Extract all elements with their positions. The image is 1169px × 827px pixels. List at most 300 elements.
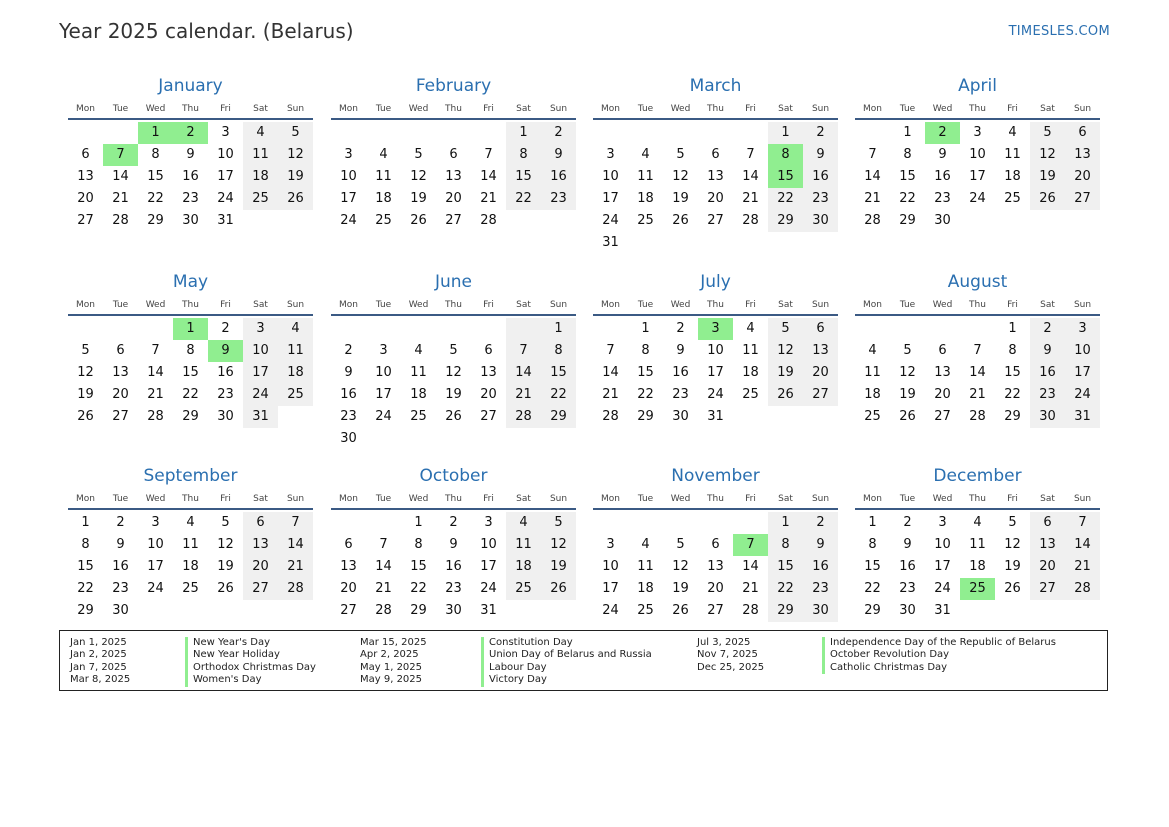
day-grid xyxy=(68,122,313,232)
day-cell: 25 xyxy=(506,578,541,600)
day-cell: 31 xyxy=(1065,406,1100,428)
day-cell: 25 xyxy=(243,188,278,210)
day-empty xyxy=(698,122,733,144)
day-cell: 29 xyxy=(77,603,94,618)
month-name: February xyxy=(415,76,492,96)
day-grid xyxy=(855,122,1100,232)
day-cell: 25 xyxy=(864,409,881,424)
legend-date: Mar 15, 2025 xyxy=(360,637,427,648)
weekday-label: Sun xyxy=(286,494,305,504)
weekday-label: Mon xyxy=(601,300,620,310)
day-cell: 17 xyxy=(243,362,278,384)
day-cell: 14 xyxy=(480,169,497,184)
day-cell: 1 xyxy=(506,122,541,144)
day-cell: 12 xyxy=(77,365,94,380)
page-title: Year 2025 calendar. (Belarus) xyxy=(59,19,354,43)
day-cell: 24 xyxy=(243,384,278,406)
day-cell: 28 xyxy=(969,409,986,424)
day-grid xyxy=(593,512,838,622)
day-cell: 2 xyxy=(903,515,912,530)
day-cell: 6 xyxy=(243,512,278,534)
day-cell: 27 xyxy=(1030,578,1065,600)
day-empty xyxy=(331,318,366,340)
day-cell: 18 xyxy=(182,559,199,574)
day-cell: 18 xyxy=(506,556,541,578)
weekday-label: Tue xyxy=(375,300,392,310)
day-cell: 14 xyxy=(864,169,881,184)
day-cell: 22 xyxy=(541,384,576,406)
day-cell: 3 xyxy=(379,343,388,358)
day-cell: 10 xyxy=(602,169,619,184)
day-cell: 8 xyxy=(868,537,877,552)
day-cell: 15 xyxy=(1004,365,1021,380)
weekday-header xyxy=(855,100,1100,120)
weekday-label: Thu xyxy=(445,104,462,114)
day-cell: 2 xyxy=(541,122,576,144)
day-cell: 29 xyxy=(637,409,654,424)
day-cell: 24 xyxy=(147,581,164,596)
day-empty xyxy=(436,318,471,340)
day-cell: 27 xyxy=(480,409,497,424)
month-april xyxy=(855,72,1100,232)
day-cell: 15 xyxy=(77,559,94,574)
weekday-label: Wed xyxy=(408,300,429,310)
day-cell: 16 xyxy=(803,556,838,578)
day-cell: 16 xyxy=(803,166,838,188)
weekday-header xyxy=(855,296,1100,316)
day-cell: 8 xyxy=(81,537,90,552)
day-empty xyxy=(698,512,733,534)
day-cell: 29 xyxy=(541,406,576,428)
day-cell: 18 xyxy=(969,559,986,574)
day-cell: 31 xyxy=(480,603,497,618)
day-cell: 6 xyxy=(1065,122,1100,144)
day-cell: 7 xyxy=(606,343,615,358)
day-cell: 27 xyxy=(77,213,94,228)
month-march xyxy=(593,72,838,254)
weekday-label: Sat xyxy=(778,300,793,310)
day-cell: 18 xyxy=(637,191,654,206)
day-cell: 13 xyxy=(934,365,951,380)
day-cell: 22 xyxy=(899,191,916,206)
day-cell: 15 xyxy=(410,559,427,574)
weekday-label: Sat xyxy=(1040,494,1055,504)
site-link[interactable]: TIMESLES.COM xyxy=(1008,24,1110,39)
day-cell: 4 xyxy=(1008,125,1017,140)
day-cell: 5 xyxy=(81,343,90,358)
day-empty xyxy=(366,122,401,144)
day-cell: 12 xyxy=(1030,144,1065,166)
weekday-label: Tue xyxy=(899,300,916,310)
day-empty xyxy=(925,318,960,340)
day-cell: 18 xyxy=(243,166,278,188)
day-cell: 1 xyxy=(768,122,803,144)
day-cell: 5 xyxy=(449,343,458,358)
month-august xyxy=(855,268,1100,428)
day-cell: 6 xyxy=(711,147,720,162)
day-cell: 30 xyxy=(340,431,357,446)
weekday-header xyxy=(331,296,576,316)
day-cell: 20 xyxy=(707,581,724,596)
weekday-label: Thu xyxy=(445,494,462,504)
day-cell: 9 xyxy=(186,147,195,162)
weekday-label: Wed xyxy=(670,300,691,310)
day-empty xyxy=(138,318,173,340)
day-cell: 11 xyxy=(243,144,278,166)
day-cell: 24 xyxy=(480,581,497,596)
day-cell: 20 xyxy=(707,191,724,206)
day-cell: 7 xyxy=(151,343,160,358)
weekday-label: Sat xyxy=(253,494,268,504)
day-cell: 21 xyxy=(864,191,881,206)
day-cell: 17 xyxy=(602,581,619,596)
day-cell: 9 xyxy=(903,537,912,552)
holiday-day-cell: 2 xyxy=(173,122,208,144)
day-cell: 30 xyxy=(182,213,199,228)
day-cell: 22 xyxy=(147,191,164,206)
weekday-label: Thu xyxy=(182,494,199,504)
month-name: July xyxy=(700,272,731,292)
day-cell: 30 xyxy=(445,603,462,618)
weekday-label: Mon xyxy=(76,300,95,310)
day-cell: 16 xyxy=(541,166,576,188)
day-cell: 5 xyxy=(768,318,803,340)
day-cell: 12 xyxy=(278,144,313,166)
day-cell: 27 xyxy=(934,409,951,424)
day-empty xyxy=(733,512,768,534)
day-cell: 16 xyxy=(672,365,689,380)
weekday-label: Wed xyxy=(670,494,691,504)
day-cell: 27 xyxy=(707,603,724,618)
weekday-label: Thu xyxy=(969,104,986,114)
day-cell: 1 xyxy=(81,515,90,530)
weekday-label: Thu xyxy=(182,300,199,310)
day-cell: 10 xyxy=(969,147,986,162)
day-empty xyxy=(506,318,541,340)
day-cell: 10 xyxy=(934,537,951,552)
day-cell: 17 xyxy=(969,169,986,184)
day-cell: 18 xyxy=(637,581,654,596)
day-cell: 7 xyxy=(868,147,877,162)
day-empty xyxy=(628,122,663,144)
legend-date: Jul 3, 2025 xyxy=(697,637,751,648)
day-cell: 15 xyxy=(768,556,803,578)
day-cell: 5 xyxy=(278,122,313,144)
day-empty xyxy=(663,122,698,144)
legend-names-column xyxy=(481,637,652,687)
day-cell: 13 xyxy=(77,169,94,184)
day-cell: 3 xyxy=(973,125,982,140)
weekday-label: Mon xyxy=(601,104,620,114)
day-empty xyxy=(68,122,103,144)
day-cell: 9 xyxy=(541,144,576,166)
day-cell: 5 xyxy=(414,147,423,162)
day-cell: 29 xyxy=(864,603,881,618)
day-cell: 29 xyxy=(410,603,427,618)
day-cell: 28 xyxy=(1065,578,1100,600)
day-cell: 17 xyxy=(934,559,951,574)
weekday-header xyxy=(593,100,838,120)
weekday-label: Fri xyxy=(483,104,494,114)
day-cell: 6 xyxy=(81,147,90,162)
day-cell: 16 xyxy=(182,169,199,184)
legend-date: Nov 7, 2025 xyxy=(697,649,758,661)
day-cell: 10 xyxy=(480,537,497,552)
day-cell: 21 xyxy=(375,581,392,596)
weekday-header xyxy=(68,296,313,316)
day-cell: 9 xyxy=(938,147,947,162)
day-cell: 11 xyxy=(375,169,392,184)
weekday-header xyxy=(331,100,576,120)
day-cell: 20 xyxy=(243,556,278,578)
holiday-day-cell: 2 xyxy=(925,122,960,144)
day-cell: 7 xyxy=(746,147,755,162)
legend-holiday-name: Labour Day xyxy=(481,662,652,674)
legend-holiday-name: Constitution Day xyxy=(481,637,652,649)
legend-names-column xyxy=(185,637,316,687)
day-cell: 23 xyxy=(934,191,951,206)
day-cell: 17 xyxy=(375,387,392,402)
day-cell: 25 xyxy=(1004,191,1021,206)
day-cell: 8 xyxy=(151,147,160,162)
day-empty xyxy=(68,318,103,340)
day-cell: 27 xyxy=(243,578,278,600)
day-cell: 20 xyxy=(340,581,357,596)
day-cell: 26 xyxy=(1030,188,1065,210)
day-cell: 16 xyxy=(1030,362,1065,384)
day-cell: 14 xyxy=(742,559,759,574)
day-cell: 15 xyxy=(864,559,881,574)
weekday-label: Mon xyxy=(339,300,358,310)
day-cell: 8 xyxy=(506,144,541,166)
weekday-label: Tue xyxy=(112,300,129,310)
day-cell: 28 xyxy=(602,409,619,424)
day-empty xyxy=(103,122,138,144)
day-cell: 5 xyxy=(676,147,685,162)
weekday-label: Sat xyxy=(253,104,268,114)
legend-date: Jan 7, 2025 xyxy=(70,661,127,673)
day-cell: 21 xyxy=(147,387,164,402)
weekday-label: Fri xyxy=(745,494,756,504)
weekday-label: Sat xyxy=(1040,104,1055,114)
legend-names-column xyxy=(822,637,1056,674)
day-cell: 11 xyxy=(969,537,986,552)
day-cell: 28 xyxy=(278,578,313,600)
holiday-day-cell: 9 xyxy=(208,340,243,362)
day-cell: 14 xyxy=(375,559,392,574)
day-cell: 12 xyxy=(410,169,427,184)
legend-date: Jan 2, 2025 xyxy=(70,649,127,661)
day-empty xyxy=(103,318,138,340)
weekday-label: Sat xyxy=(516,494,531,504)
day-cell: 17 xyxy=(707,365,724,380)
day-cell: 10 xyxy=(340,169,357,184)
day-cell: 8 xyxy=(186,343,195,358)
day-cell: 25 xyxy=(278,384,313,406)
day-cell: 28 xyxy=(375,603,392,618)
day-cell: 23 xyxy=(541,188,576,210)
day-cell: 28 xyxy=(742,603,759,618)
day-cell: 11 xyxy=(278,340,313,362)
day-cell: 21 xyxy=(506,384,541,406)
day-cell: 11 xyxy=(742,343,759,358)
day-cell: 26 xyxy=(541,578,576,600)
day-cell: 4 xyxy=(379,147,388,162)
day-cell: 20 xyxy=(77,191,94,206)
day-cell: 12 xyxy=(672,169,689,184)
day-grid xyxy=(331,122,576,232)
weekday-label: Tue xyxy=(375,104,392,114)
legend-dates-column xyxy=(360,637,427,687)
day-grid xyxy=(331,318,576,450)
day-cell: 29 xyxy=(182,409,199,424)
day-cell: 10 xyxy=(375,365,392,380)
day-cell: 26 xyxy=(278,188,313,210)
holiday-day-cell: 15 xyxy=(768,166,803,188)
month-name: May xyxy=(172,272,209,292)
day-cell: 20 xyxy=(934,387,951,402)
weekday-label: Wed xyxy=(408,104,429,114)
day-cell: 13 xyxy=(243,534,278,556)
day-empty xyxy=(401,318,436,340)
day-cell: 21 xyxy=(969,387,986,402)
legend-holiday-name: Catholic Christmas Day xyxy=(822,662,1056,674)
day-cell: 29 xyxy=(768,210,803,232)
day-cell: 8 xyxy=(414,537,423,552)
legend-date: Mar 8, 2025 xyxy=(70,674,131,686)
day-cell: 16 xyxy=(445,559,462,574)
day-cell: 4 xyxy=(414,343,423,358)
weekday-label: Wed xyxy=(145,494,166,504)
day-cell: 16 xyxy=(217,365,234,380)
day-empty xyxy=(366,318,401,340)
weekday-label: Sat xyxy=(516,104,531,114)
day-cell: 21 xyxy=(1065,556,1100,578)
day-cell: 23 xyxy=(182,191,199,206)
day-grid xyxy=(68,318,313,428)
legend-holiday-name: New Year's Day xyxy=(185,637,316,649)
day-cell: 30 xyxy=(934,213,951,228)
day-cell: 7 xyxy=(973,343,982,358)
day-cell: 6 xyxy=(938,343,947,358)
day-cell: 22 xyxy=(637,387,654,402)
day-cell: 13 xyxy=(707,169,724,184)
day-cell: 14 xyxy=(742,169,759,184)
day-cell: 24 xyxy=(340,213,357,228)
day-cell: 14 xyxy=(112,169,129,184)
day-cell: 28 xyxy=(864,213,881,228)
day-cell: 30 xyxy=(803,210,838,232)
legend-holiday-name: October Revolution Day xyxy=(822,649,1056,661)
weekday-label: Thu xyxy=(707,104,724,114)
day-cell: 15 xyxy=(637,365,654,380)
weekday-label: Sun xyxy=(811,104,830,114)
day-cell: 5 xyxy=(221,515,230,530)
day-cell: 17 xyxy=(340,191,357,206)
day-cell: 3 xyxy=(938,515,947,530)
day-cell: 12 xyxy=(445,365,462,380)
day-cell: 10 xyxy=(243,340,278,362)
day-cell: 7 xyxy=(278,512,313,534)
day-cell: 9 xyxy=(676,343,685,358)
weekday-label: Thu xyxy=(969,494,986,504)
month-name: April xyxy=(958,76,997,96)
holiday-day-cell: 3 xyxy=(698,318,733,340)
day-cell: 3 xyxy=(606,147,615,162)
legend-dates-column xyxy=(70,637,130,687)
day-cell: 26 xyxy=(672,213,689,228)
day-cell: 19 xyxy=(410,191,427,206)
day-empty xyxy=(960,318,995,340)
weekday-label: Thu xyxy=(707,300,724,310)
day-cell: 13 xyxy=(707,559,724,574)
day-cell: 3 xyxy=(151,515,160,530)
day-cell: 27 xyxy=(707,213,724,228)
weekday-label: Fri xyxy=(1007,300,1018,310)
weekday-header xyxy=(593,296,838,316)
weekday-label: Sun xyxy=(1073,494,1092,504)
day-grid xyxy=(68,512,313,622)
day-cell: 24 xyxy=(969,191,986,206)
day-cell: 25 xyxy=(182,581,199,596)
weekday-label: Mon xyxy=(601,494,620,504)
day-cell: 4 xyxy=(641,537,650,552)
day-empty xyxy=(366,512,401,534)
weekday-header xyxy=(68,100,313,120)
day-empty xyxy=(471,122,506,144)
day-cell: 28 xyxy=(147,409,164,424)
weekday-label: Sun xyxy=(811,494,830,504)
day-cell: 18 xyxy=(1004,169,1021,184)
day-cell: 11 xyxy=(864,365,881,380)
weekday-label: Fri xyxy=(1007,104,1018,114)
day-cell: 17 xyxy=(602,191,619,206)
weekday-label: Tue xyxy=(637,104,654,114)
weekday-label: Tue xyxy=(375,494,392,504)
weekday-label: Thu xyxy=(182,104,199,114)
weekday-label: Sun xyxy=(549,494,568,504)
legend-holiday-name: New Year Holiday xyxy=(185,649,316,661)
day-cell: 16 xyxy=(112,559,129,574)
day-cell: 11 xyxy=(637,169,654,184)
day-cell: 18 xyxy=(410,387,427,402)
day-cell: 24 xyxy=(217,191,234,206)
day-cell: 28 xyxy=(480,213,497,228)
day-cell: 22 xyxy=(1004,387,1021,402)
day-cell: 31 xyxy=(707,409,724,424)
day-cell: 13 xyxy=(1030,534,1065,556)
month-november xyxy=(593,462,838,622)
weekday-label: Wed xyxy=(932,494,953,504)
day-cell: 14 xyxy=(1065,534,1100,556)
day-cell: 13 xyxy=(445,169,462,184)
day-cell: 4 xyxy=(746,321,755,336)
day-cell: 19 xyxy=(445,387,462,402)
day-cell: 17 xyxy=(147,559,164,574)
month-name: December xyxy=(933,466,1022,486)
weekday-label: Thu xyxy=(969,300,986,310)
day-cell: 3 xyxy=(243,318,278,340)
day-cell: 5 xyxy=(676,537,685,552)
month-may xyxy=(68,268,313,428)
day-empty xyxy=(663,512,698,534)
day-empty xyxy=(628,512,663,534)
day-cell: 14 xyxy=(602,365,619,380)
day-cell: 18 xyxy=(375,191,392,206)
day-cell: 3 xyxy=(606,537,615,552)
weekday-label: Mon xyxy=(76,104,95,114)
day-cell: 30 xyxy=(803,600,838,622)
